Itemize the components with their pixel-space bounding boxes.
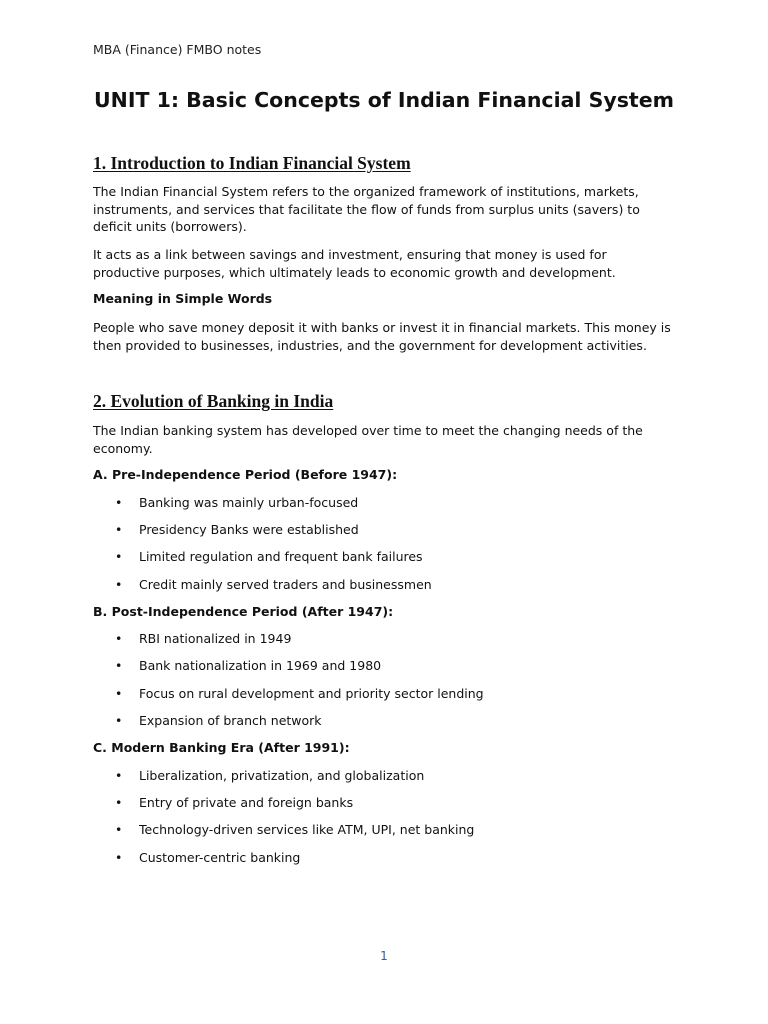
paragraph-simple-meaning: People who save money deposit it with banks or invest it in financial markets. This money is then provided to businesses, industries, and the government for development activities. (93, 320, 671, 353)
bullet-icon: • (115, 658, 123, 673)
bullet-icon: • (115, 522, 123, 537)
bullet-icon: • (115, 577, 123, 592)
bullet-icon: • (115, 631, 123, 646)
period-b-title: B. Post-Independence Period (After 1947): (93, 604, 394, 619)
page-title: UNIT 1: Basic Concepts of Indian Financial System (94, 88, 674, 112)
bullet-icon: • (115, 822, 123, 837)
page-number: 1 (380, 949, 388, 963)
bullet-icon: • (115, 495, 123, 510)
page-header: MBA (Finance) FMBO notes (93, 42, 262, 57)
subheading-meaning: Meaning in Simple Words (93, 291, 273, 306)
bullet-icon: • (115, 713, 123, 728)
period-a-title: A. Pre-Independence Period (Before 1947): (93, 467, 398, 482)
paragraph-link-savings: It acts as a link between savings and investment, ensuring that money is used for productive purposes, which ultimately leads to economic growth and development. (93, 247, 616, 280)
document-page: MBA (Finance) FMBO notes UNIT 1: Basic Concepts of Indian Financial System 1. Introduction to Indian Financial System The Indian Financial System refers to the organized framework of institutions, markets, instruments, and services that facilitate the flow of funds from surplus units (savers) to deficit units (borrowers). It acts as a link between savings and investment, ensuring that money is used for productive purposes, which ultimately leads to economic growth and development. Meaning in Simple Words People who save money deposit it with banks or invest it in financial markets. This money is then provided to businesses, industries, and the government for development activities. 2. Evolution of Banking in India The Indian banking system has developed over time to meet the changing needs of the economy. A. Pre-Independence Period (Before 1947): • Banking was mainly urban-focused • Presidency Banks were established • Limited regulation and frequent bank failures • Credit mainly served traders and businessmen B. Post-Independence Period (After 1947): • RBI nationalized in 1949 • Bank nationalization in 1969 and 1980 • Focus on rural development and priority sector lending • Expansion of branch network C. Modern Banking Era (After 1991): • Liberalization, privatization, and globalization • Entry of private and foreign banks • Technology-driven services like ATM, UPI, net banking • Customer-centric banking 1 (0, 0, 768, 1024)
paragraph-evolution-intro: The Indian banking system has developed over time to meet the changing needs of the economy. (93, 423, 643, 456)
bullet-icon: • (115, 768, 123, 783)
section-heading-introduction: 1. Introduction to Indian Financial System (93, 153, 411, 173)
period-c-title: C. Modern Banking Era (After 1991): (93, 740, 350, 755)
bullet-icon: • (115, 850, 123, 865)
bullet-icon: • (115, 686, 123, 701)
bullet-icon: • (115, 795, 123, 810)
section-heading-evolution: 2. Evolution of Banking in India (93, 391, 334, 411)
bullet-icon: • (115, 549, 123, 564)
paragraph-definition: The Indian Financial System refers to the organized framework of institutions, markets, instruments, and services that facilitate the flow of funds from surplus units (savers) to deficit units (borrowers). (93, 184, 640, 234)
